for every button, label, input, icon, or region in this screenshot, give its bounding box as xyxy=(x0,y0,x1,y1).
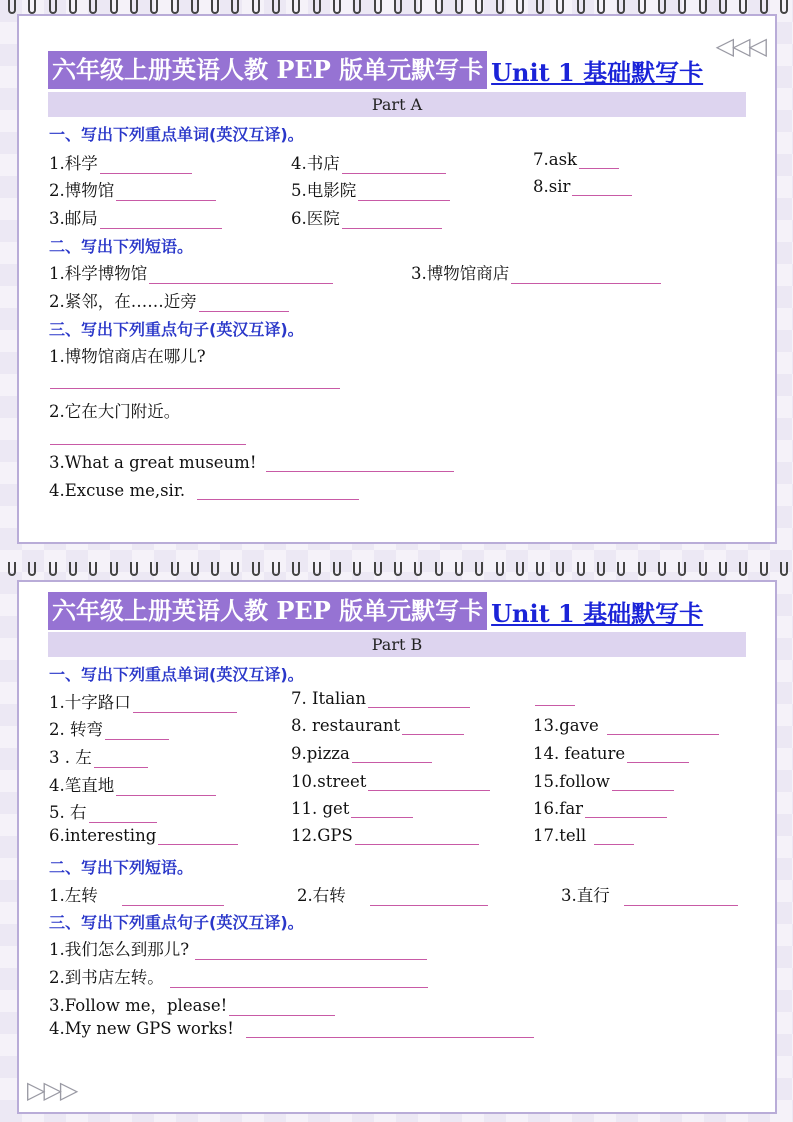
binder-ring xyxy=(658,0,666,14)
answer-blank[interactable] xyxy=(368,774,490,791)
phrase-item: 1.科学博物馆 xyxy=(49,260,333,284)
sentence-item: 2.它在大门附近。 xyxy=(49,402,181,421)
binder-ring xyxy=(211,0,219,14)
word-item: 14. feature xyxy=(533,744,689,763)
binder-ring xyxy=(8,0,16,14)
binder-ring xyxy=(292,562,300,576)
binder-ring xyxy=(49,0,57,14)
binder-ring xyxy=(435,0,443,14)
dictation-card-part-a xyxy=(17,14,777,544)
binder-ring xyxy=(516,0,524,14)
card-title xyxy=(48,51,746,89)
word-item: 13.gave xyxy=(533,716,719,735)
right-arrows-icon: ▷▷▷ xyxy=(27,1076,77,1104)
word-item: 3.邮局 xyxy=(49,205,222,229)
section-phrases-heading: 二、写出下列短语。 xyxy=(49,858,194,877)
answer-blank[interactable] xyxy=(607,718,719,735)
binder-ring xyxy=(394,562,402,576)
answer-blank[interactable] xyxy=(100,212,222,229)
binder-ring xyxy=(475,562,483,576)
word-item: 4.书店 xyxy=(291,150,446,174)
binder-ring xyxy=(556,562,564,576)
binder-ring xyxy=(333,0,341,14)
word-item: 16.far xyxy=(533,799,667,818)
answer-blank[interactable] xyxy=(627,746,689,763)
answer-blank[interactable] xyxy=(352,746,432,763)
binder-ring xyxy=(374,0,382,14)
answer-blank[interactable] xyxy=(368,691,470,708)
binder-ring xyxy=(211,562,219,576)
title-text: 六年级上册英语人教 PEP 版单元默写卡 xyxy=(48,51,487,89)
binder-ring xyxy=(374,562,382,576)
unit-title: Unit 1 基础默写卡 xyxy=(491,57,704,87)
binder-ring xyxy=(496,562,504,576)
binder-ring xyxy=(28,0,36,14)
answer-blank[interactable] xyxy=(170,971,428,988)
binder-ring xyxy=(191,562,199,576)
phrase-item: 3.直行 xyxy=(561,882,738,906)
left-arrows-icon: ◁◁◁ xyxy=(715,32,765,60)
word-item: 15.follow xyxy=(533,772,674,791)
section-words-heading: 一、写出下列重点单词(英汉互译)。 xyxy=(49,665,304,684)
binder-ring xyxy=(475,0,483,14)
binder-ring xyxy=(780,562,788,576)
binder-ring xyxy=(272,0,280,14)
binder-ring xyxy=(191,0,199,14)
word-item: 12.GPS xyxy=(291,826,479,845)
word-item: 2. 转弯 xyxy=(49,716,169,740)
binder-ring xyxy=(597,562,605,576)
answer-blank[interactable] xyxy=(594,828,634,845)
answer-blank[interactable] xyxy=(612,774,674,791)
sentence-item: 1.博物馆商店在哪儿? xyxy=(49,347,206,366)
answer-blank[interactable] xyxy=(133,696,237,713)
sentence-item: 1.我们怎么到那儿? xyxy=(49,936,427,960)
part-label: Part B xyxy=(48,632,746,657)
answer-blank[interactable] xyxy=(342,212,442,229)
sentence-item: 3.Follow me，please! xyxy=(49,992,335,1016)
word-item: 8. restaurant xyxy=(291,716,464,735)
answer-blank[interactable] xyxy=(370,889,488,906)
answer-blank[interactable] xyxy=(122,889,224,906)
word-item: 2.博物馆 xyxy=(49,177,216,201)
answer-blank[interactable] xyxy=(511,267,661,284)
binder-ring xyxy=(49,562,57,576)
answer-blank[interactable] xyxy=(105,723,169,740)
binder-ring xyxy=(414,562,422,576)
word-item: 10.street xyxy=(291,772,490,791)
word-item: 4.笔直地 xyxy=(49,772,216,796)
answer-blank[interactable] xyxy=(351,801,413,818)
word-item: 1.十字路口 xyxy=(49,689,237,713)
word-item: 5. 右 xyxy=(49,799,157,823)
binder-ring xyxy=(292,0,300,14)
binder-ring xyxy=(313,0,321,14)
answer-blank[interactable] xyxy=(149,267,333,284)
word-item: 3 . 左 xyxy=(49,744,148,768)
binder-ring xyxy=(719,0,727,14)
binder-ring xyxy=(678,0,686,14)
binder-ring xyxy=(455,0,463,14)
sentence-item: 4.Excuse me,sir. xyxy=(49,481,359,500)
answer-line[interactable] xyxy=(50,444,246,445)
title-text: 六年级上册英语人教 PEP 版单元默写卡 xyxy=(48,592,487,630)
binder-ring xyxy=(171,0,179,14)
binder-ring xyxy=(353,562,361,576)
binder-ring xyxy=(272,562,280,576)
answer-blank[interactable] xyxy=(266,455,454,472)
binder-ring xyxy=(252,562,260,576)
answer-blank[interactable] xyxy=(158,828,238,845)
binder-ring xyxy=(760,562,768,576)
sentence-item: 2.到书店左转。 xyxy=(49,964,428,988)
binder-ring xyxy=(110,562,118,576)
binder-ring xyxy=(577,0,585,14)
binder-ring xyxy=(638,0,646,14)
answer-blank[interactable] xyxy=(229,999,335,1016)
binder-ring xyxy=(719,562,727,576)
answer-blank[interactable] xyxy=(585,801,667,818)
answer-blank[interactable] xyxy=(402,718,464,735)
binder-ring xyxy=(394,0,402,14)
word-item xyxy=(533,689,575,706)
binder-ring xyxy=(89,0,97,14)
binder-ring xyxy=(414,0,422,14)
binder-ring xyxy=(760,0,768,14)
answer-blank[interactable] xyxy=(199,295,289,312)
word-item: 9.pizza xyxy=(291,744,432,763)
binder-ring xyxy=(780,0,788,14)
binder-ring xyxy=(638,562,646,576)
binder-ring xyxy=(658,562,666,576)
binder-ring xyxy=(8,562,16,576)
answer-blank[interactable] xyxy=(572,179,632,196)
section-sentences-heading: 三、写出下列重点句子(英汉互译)。 xyxy=(49,913,304,932)
word-item: 7. Italian xyxy=(291,689,470,708)
dictation-card-part-b xyxy=(17,580,777,1114)
sentence-item: 4.My new GPS works! xyxy=(49,1019,534,1038)
binder-ring xyxy=(678,562,686,576)
binder-ring xyxy=(252,0,260,14)
word-item: 7.ask xyxy=(533,150,619,169)
binder-ring xyxy=(556,0,564,14)
binder-ring xyxy=(110,0,118,14)
binder-ring xyxy=(231,0,239,14)
answer-blank[interactable] xyxy=(535,689,575,706)
binder-ring xyxy=(89,562,97,576)
answer-blank[interactable] xyxy=(89,806,157,823)
binder-ring xyxy=(231,562,239,576)
word-item: 6.医院 xyxy=(291,205,442,229)
binder-ring xyxy=(69,562,77,576)
binder-ring xyxy=(130,0,138,14)
word-item: 5.电影院 xyxy=(291,177,450,201)
binder-ring xyxy=(150,562,158,576)
answer-blank[interactable] xyxy=(197,483,359,500)
answer-blank[interactable] xyxy=(116,779,216,796)
binder-ring xyxy=(150,0,158,14)
binder-ring xyxy=(617,0,625,14)
binder-ring xyxy=(496,0,504,14)
phrase-item: 3.博物馆商店 xyxy=(411,260,661,284)
binder-ring xyxy=(28,562,36,576)
word-item: 1.科学 xyxy=(49,150,192,174)
binder-ring xyxy=(577,562,585,576)
answer-blank[interactable] xyxy=(94,751,148,768)
word-item: 6.interesting xyxy=(49,826,238,845)
binder-ring xyxy=(739,562,747,576)
phrase-item: 1.左转 xyxy=(49,882,224,906)
binder-ring xyxy=(130,562,138,576)
sentence-item: 3.What a great museum! xyxy=(49,453,454,472)
binder-ring xyxy=(455,562,463,576)
binder-ring xyxy=(333,562,341,576)
word-item: 8.sir xyxy=(533,177,632,196)
binder-ring xyxy=(699,562,707,576)
answer-line[interactable] xyxy=(50,388,340,389)
binder-ring xyxy=(69,0,77,14)
binder-ring xyxy=(353,0,361,14)
binder-ring xyxy=(313,562,321,576)
answer-blank[interactable] xyxy=(355,828,479,845)
binder-ring xyxy=(597,0,605,14)
section-phrases-heading: 二、写出下列短语。 xyxy=(49,237,194,256)
answer-blank[interactable] xyxy=(246,1021,534,1038)
answer-blank[interactable] xyxy=(100,157,192,174)
answer-blank[interactable] xyxy=(579,152,619,169)
word-item: 11. get xyxy=(291,799,413,818)
answer-blank[interactable] xyxy=(358,184,450,201)
answer-blank[interactable] xyxy=(624,889,738,906)
binder-ring xyxy=(516,562,524,576)
answer-blank[interactable] xyxy=(195,943,427,960)
binder-ring xyxy=(536,562,544,576)
binder-ring xyxy=(739,0,747,14)
section-sentences-heading: 三、写出下列重点句子(英汉互译)。 xyxy=(49,320,304,339)
unit-title: Unit 1 基础默写卡 xyxy=(491,598,704,628)
part-label: Part A xyxy=(48,92,746,117)
phrase-item: 2.紧邻，在……近旁 xyxy=(49,288,289,312)
binder-ring xyxy=(617,562,625,576)
binder-ring xyxy=(536,0,544,14)
binder-ring xyxy=(171,562,179,576)
answer-blank[interactable] xyxy=(342,157,446,174)
card-title xyxy=(48,592,746,630)
binder-ring xyxy=(699,0,707,14)
binder-rings-middle xyxy=(8,562,788,582)
phrase-item: 2.右转 xyxy=(297,882,488,906)
binder-ring xyxy=(435,562,443,576)
section-words-heading: 一、写出下列重点单词(英汉互译)。 xyxy=(49,125,304,144)
word-item: 17.tell xyxy=(533,826,634,845)
answer-blank[interactable] xyxy=(116,184,216,201)
